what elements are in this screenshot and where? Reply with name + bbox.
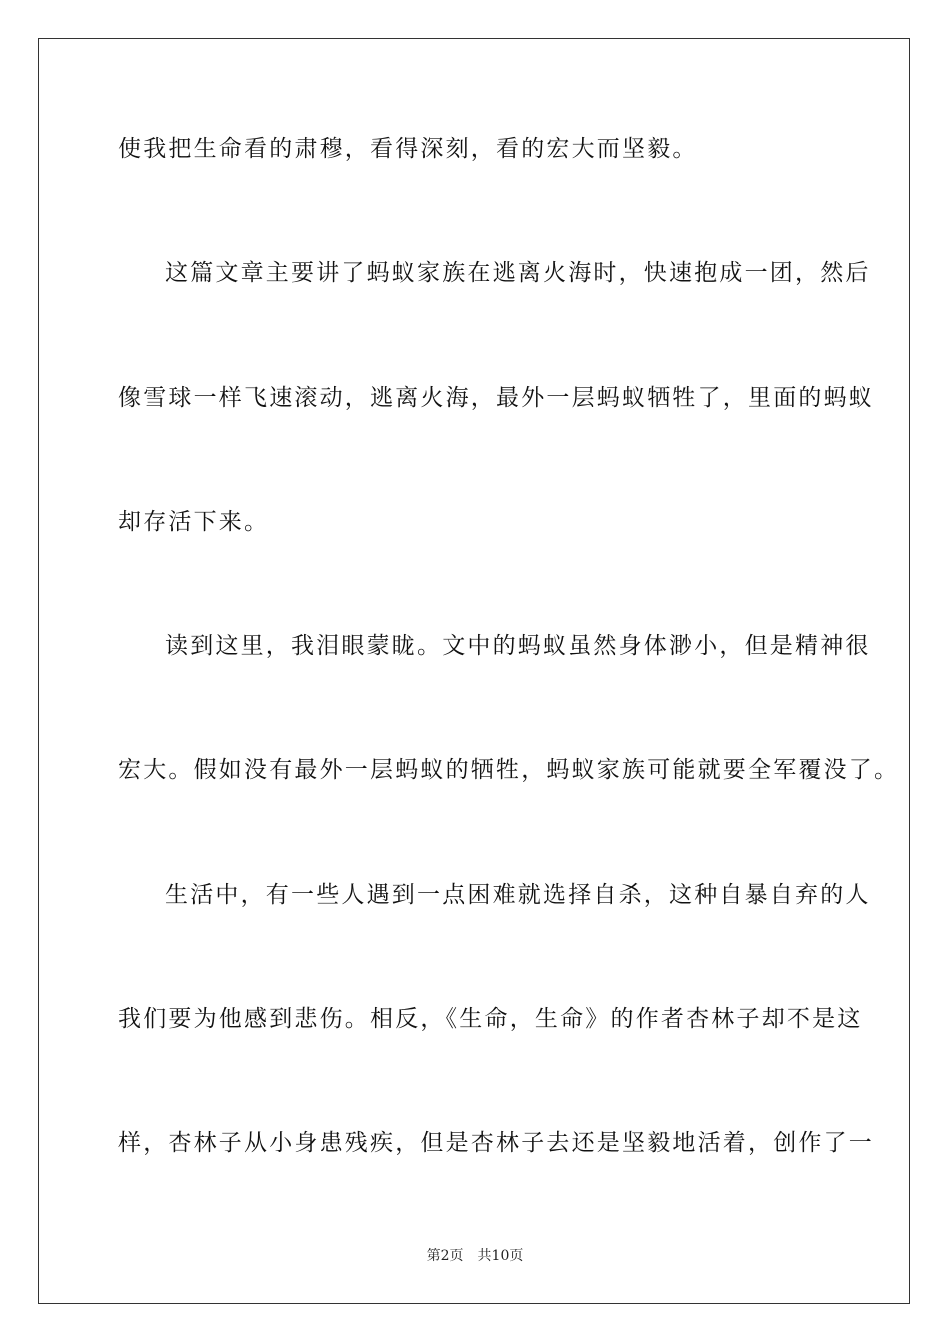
text-line: 像雪球一样飞速滚动，逃离火海，最外一层蚂蚁牺牲了，里面的蚂蚁 [118,385,874,411]
page-border [38,38,910,1304]
page-total: 共10页 [477,1248,524,1264]
text-line: 使我把生命看的肃穆，看得深刻，看的宏大而坚毅。 [118,136,698,162]
text-line: 宏大。假如没有最外一层蚂蚁的牺牲，蚂蚁家族可能就要全军覆没了。 [118,757,900,783]
paragraph-start-line: 读到这里，我泪眼蒙眬。文中的蚂蚁虽然身体渺小，但是精神很 [165,633,871,659]
page-footer [0,1246,950,1266]
paragraph-start-line: 这篇文章主要讲了蚂蚁家族在逃离火海时，快速抱成一团，然后 [165,260,871,286]
text-line: 样，杏林子从小身患残疾，但是杏林子去还是坚毅地活着，创作了一 [118,1130,874,1156]
paragraph-start-line: 生活中，有一些人遇到一点困难就选择自杀，这种自暴自弃的人 [165,882,871,908]
text-line: 却存活下来。 [118,509,270,535]
page-number: 第2页 [426,1248,464,1264]
text-line: 我们要为他感到悲伤。相反，《生命，生命》的作者杏林子却不是这 [118,1006,863,1032]
